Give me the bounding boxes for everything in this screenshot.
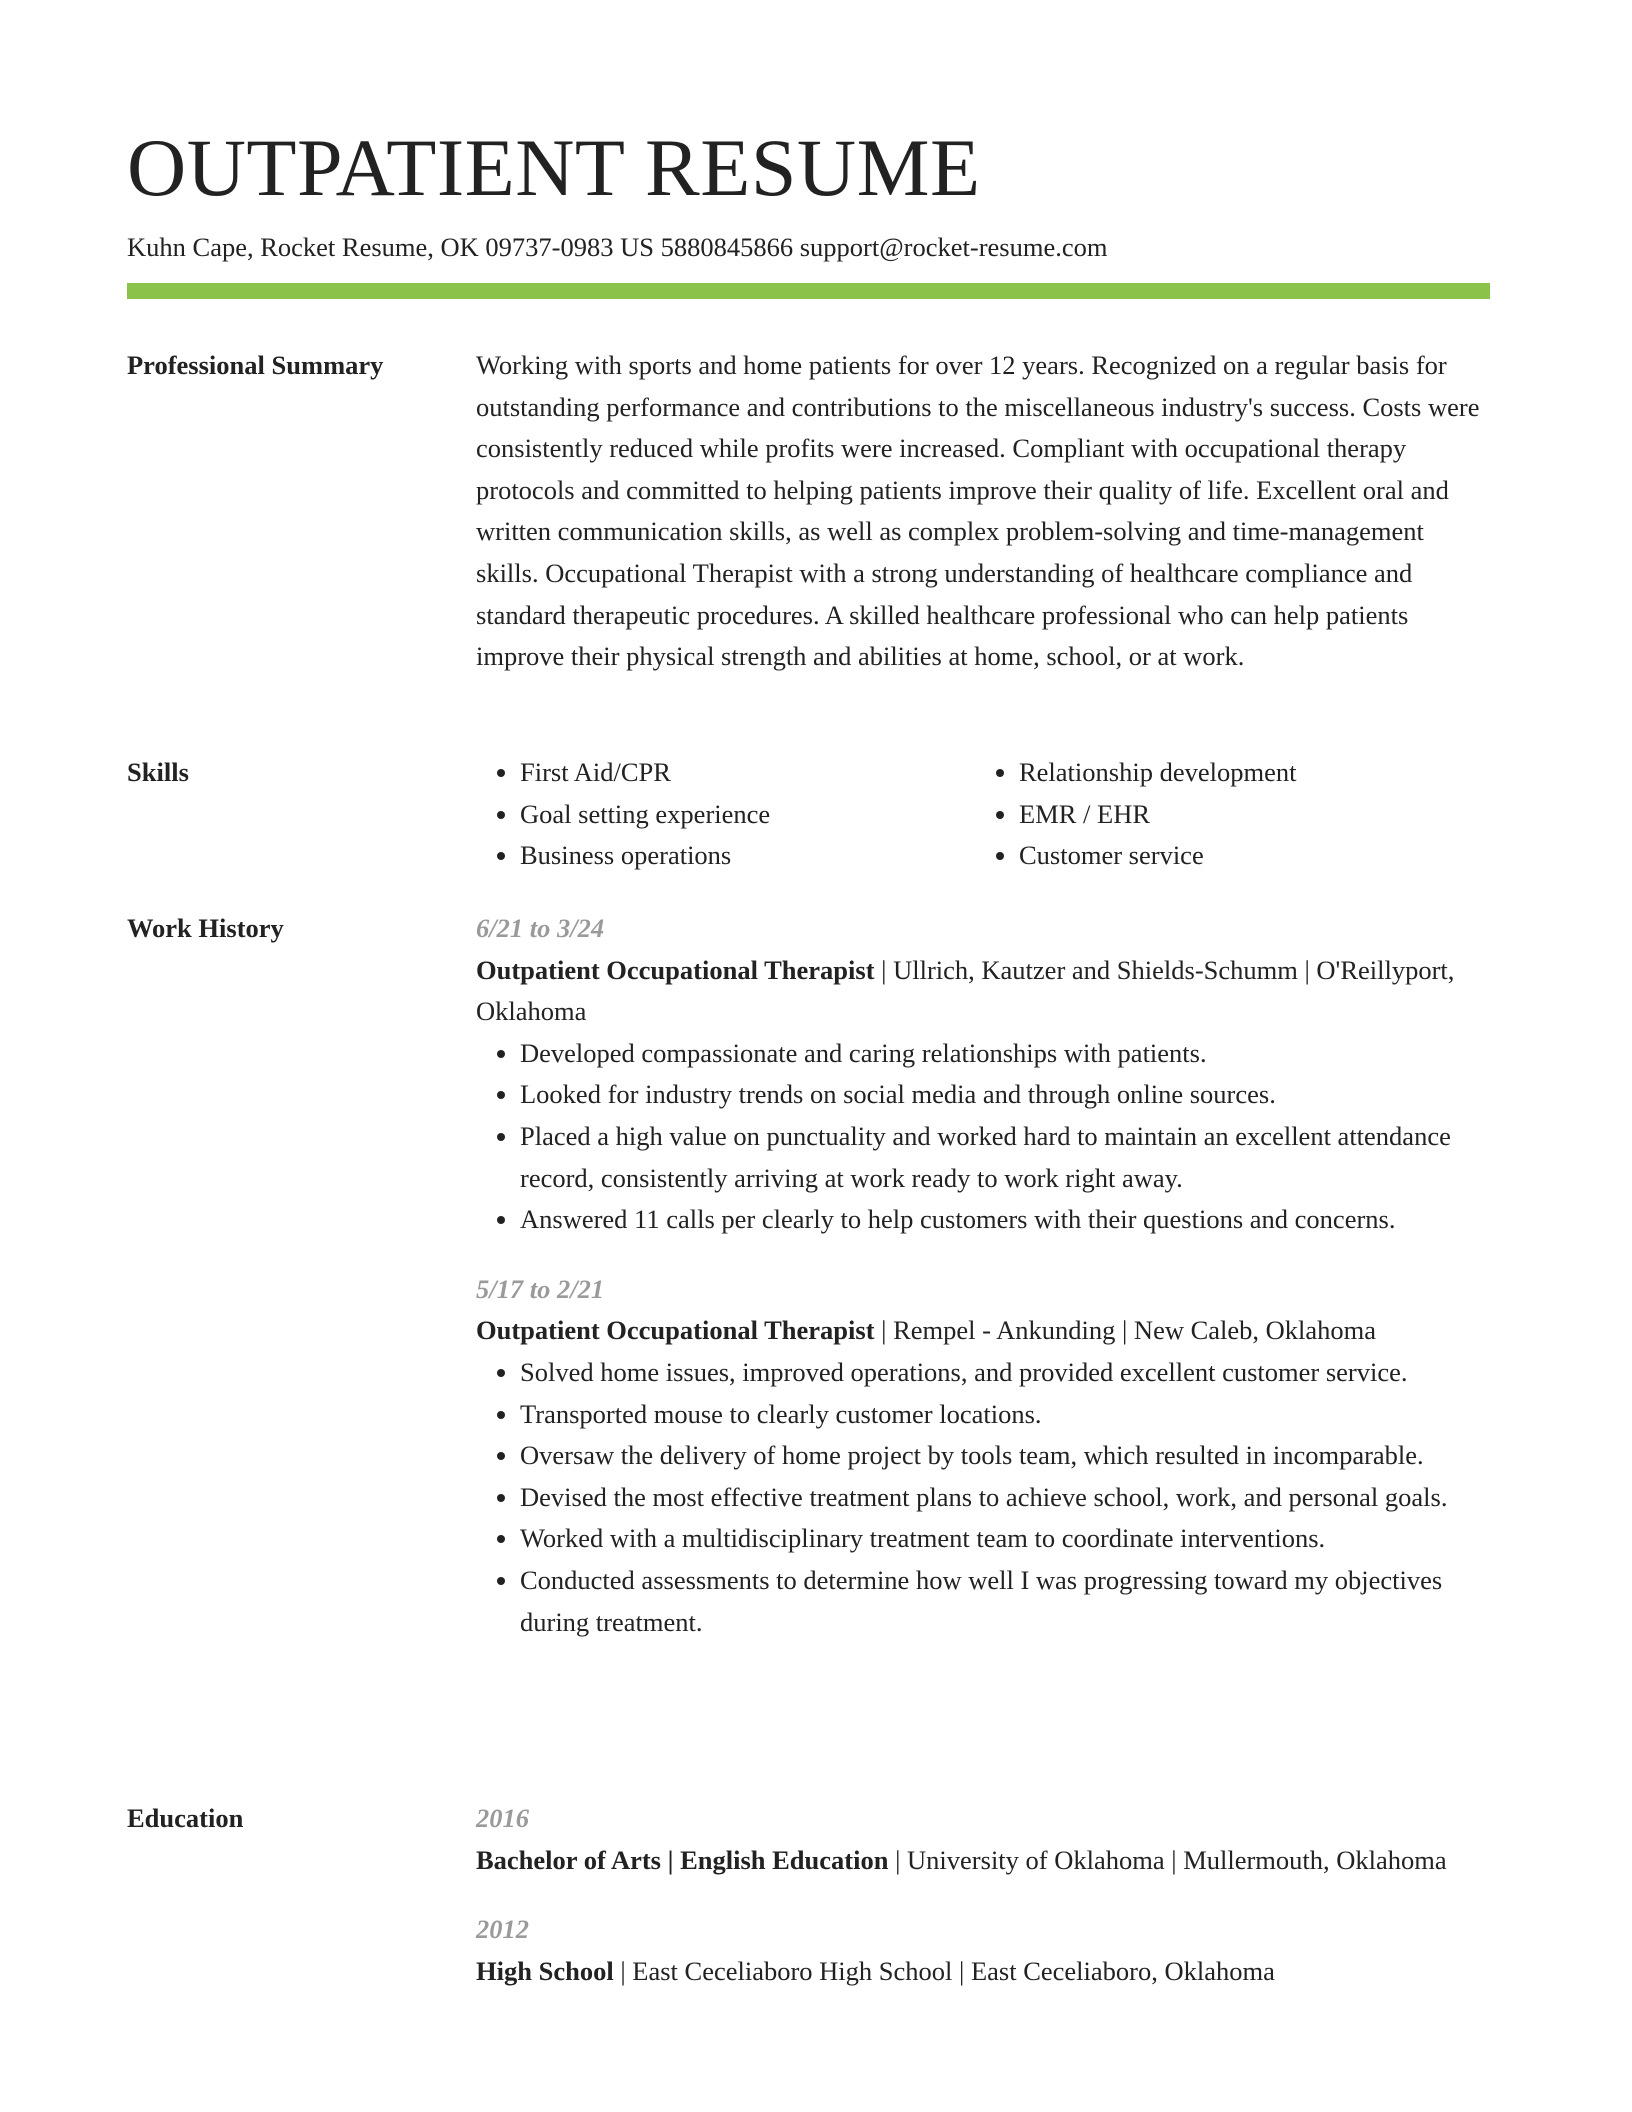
skill-item: • EMR / EHR [1019, 794, 1474, 836]
separator: | [874, 1315, 894, 1346]
job-employer-location: Rempel - Ankunding | New Caleb, Oklahoma [893, 1315, 1377, 1346]
job-dates: 6/21 to 3/24 [476, 913, 605, 943]
skill-item: • First Aid/CPR [520, 752, 975, 794]
education-year: 2012 [476, 1914, 529, 1945]
job-bullet: • Developed compassionate and caring relationships with patients. [520, 1033, 1490, 1075]
skills-list-right [975, 752, 1474, 877]
separator: | [888, 1844, 908, 1875]
skills-heading: Skills [127, 757, 189, 787]
education-heading-line [476, 1840, 1490, 1882]
job-bullets [476, 1033, 1490, 1241]
skills-grid [476, 752, 1490, 877]
job-employer-location: Ullrich, Kautzer and Shields-Schumm | O'Reillyport, Oklahoma [476, 954, 1455, 1027]
summary-body [476, 345, 1490, 678]
job-bullet: • Oversaw the delivery of home project by tools team, which resulted in incomparable. [520, 1435, 1490, 1477]
skill-item: • Customer service [1019, 835, 1474, 877]
skill-item: • Relationship development [1019, 752, 1474, 794]
job-title: Outpatient Occupational Therapist [476, 954, 875, 985]
job-title: Outpatient Occupational Therapist [476, 1315, 875, 1346]
job-bullet: • Conducted assessments to determine how well I was progressing toward my objectives during treatment. [520, 1560, 1490, 1643]
job-bullet: • Devised the most effective treatment plans to achieve school, work, and personal goals. [520, 1477, 1490, 1519]
job-bullet: • Transported mouse to clearly customer locations. [520, 1394, 1490, 1436]
job-entry [476, 908, 1490, 1241]
education-entry [476, 1798, 1490, 1881]
education-body [476, 1798, 1490, 1992]
skills-list-left [476, 752, 975, 877]
job-bullet: • Answered 11 calls per clearly to help customers with their questions and concerns. [520, 1199, 1490, 1241]
education-degree: Bachelor of Arts | English Education [476, 1844, 889, 1875]
education-entry [476, 1909, 1490, 1992]
header-divider [127, 283, 1490, 299]
education-heading: Education [127, 1803, 244, 1833]
education-school-location: University of Oklahoma | Mullermouth, Oklahoma [907, 1844, 1447, 1875]
skill-item: • Goal setting experience [520, 794, 975, 836]
summary-text: Working with sports and home patients for over 12 years. Recognized on a regular basis for outstanding performance and contributions to the miscellaneous industry's success. Costs were consistently reduced while profits were increased. Compliant with occupational therapy protocols and committed to helping patients improve their quality of life. Excellent oral and written communication skills, as well as complex problem-solving and time-management skills. Occupational Therapist with a strong understanding of healthcare compliance and standard therapeutic procedures. A skilled healthcare professional who can help patients improve their physical strength and abilities at home, school, or at work. [476, 350, 1480, 672]
separator: | [874, 954, 894, 985]
job-bullets [476, 1352, 1490, 1643]
job-bullet: • Worked with a multidisciplinary treatment team to coordinate interventions. [520, 1518, 1490, 1560]
contact-line: Kuhn Cape, Rocket Resume, OK 09737-0983 US 5880845866 support@rocket-resume.com [127, 232, 1108, 262]
job-entry [476, 1269, 1490, 1643]
skills-body [476, 752, 1490, 877]
separator: | [613, 1955, 633, 1986]
education-year: 2016 [476, 1803, 529, 1833]
work-history-heading: Work History [127, 913, 284, 943]
skill-item: • Business operations [520, 835, 975, 877]
job-heading [476, 1310, 1490, 1352]
resume-title: OUTPATIENT RESUME [127, 122, 981, 213]
education-degree: High School [476, 1955, 614, 1986]
job-bullet: • Solved home issues, improved operations, and provided excellent customer service. [520, 1352, 1490, 1394]
job-bullet: • Placed a high value on punctuality and worked hard to maintain an excellent attendance record, consistently arriving at work ready to work right away. [520, 1116, 1490, 1199]
job-dates: 5/17 to 2/21 [476, 1273, 605, 1304]
summary-heading: Professional Summary [127, 350, 384, 380]
job-heading [476, 950, 1490, 1033]
job-bullet: • Looked for industry trends on social media and through online sources. [520, 1074, 1490, 1116]
work-history-body [476, 908, 1490, 1643]
education-heading-line [476, 1951, 1490, 1993]
education-school-location: East Ceceliaboro High School | East Ceceliaboro, Oklahoma [632, 1955, 1275, 1986]
